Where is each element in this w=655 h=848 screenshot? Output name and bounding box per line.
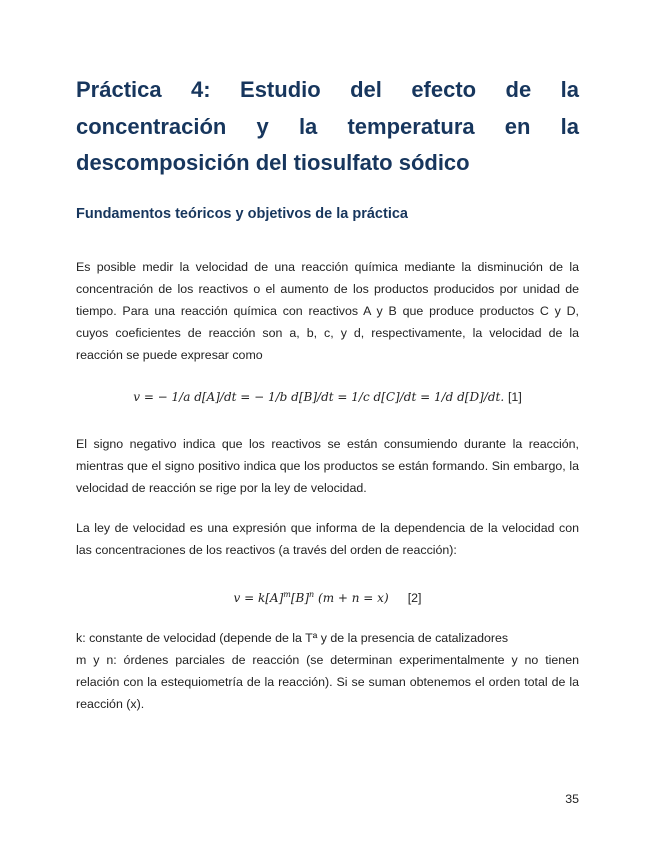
equation-rate-number: [1]: [507, 390, 522, 404]
paragraph-sign: El signo negativo indica que los reactivos se están consumiendo durante la reacción, mientras que el signo positivo indica que los productos se están formando. Sin embargo, la velocidad de reacción se rige por la ley de velocidad.: [76, 437, 579, 495]
equation-rate: [0, 390, 655, 404]
paragraph-rate-law: La ley de velocidad es una expresión que informa de la dependencia de la velocidad con las concentraciones de los reactivos (a través del orden de reacción):: [76, 521, 579, 557]
exponent-m: m: [283, 590, 291, 599]
equation-rate-law-mid: [B]: [290, 591, 310, 605]
equation-rate-law: [0, 590, 655, 605]
exponent-n: n: [309, 590, 315, 599]
section-heading: Fundamentos teóricos y objetivos de la práctica: [76, 206, 408, 222]
definition-k: k: constante de velocidad (depende de la Tª y de la presencia de catalizadores: [76, 631, 509, 645]
equation-rate-law-number: [2]: [407, 591, 422, 605]
equation-rate-law-prefix: v = k[A]: [233, 591, 284, 605]
page-title: Práctica 4: Estudio del efecto de la concentración y la temperatura en la descomposición del tiosulfato sódico: [76, 77, 579, 175]
definition-mn: m y n: órdenes parciales de reacción (se determinan experimentalmente y no tienen relación con la estequiometría de la reacción). Si se suman obtenemos el orden total de la reacción (x).: [76, 653, 579, 711]
equation-rate-expression: v = − 1/a d[A]/dt = − 1/b d[B]/dt = 1/c d[C]/dt = 1/d d[D]/dt.: [133, 390, 505, 404]
definitions-block: [76, 627, 579, 715]
paragraph-intro: Es posible medir la velocidad de una reacción química mediante la disminución de la concentración de los reactivos o el aumento de los productos producidos por unidad de tiempo. Para una reacción química con reactivos A y B que produce productos C y D, cuyos coeficientes de reacción son a, b, c, y d, respectivamente, la velocidad de la reacción se puede expresar como: [76, 260, 579, 362]
page-number: 35: [565, 792, 579, 806]
equation-rate-law-suffix: (m + n = x): [314, 591, 389, 605]
